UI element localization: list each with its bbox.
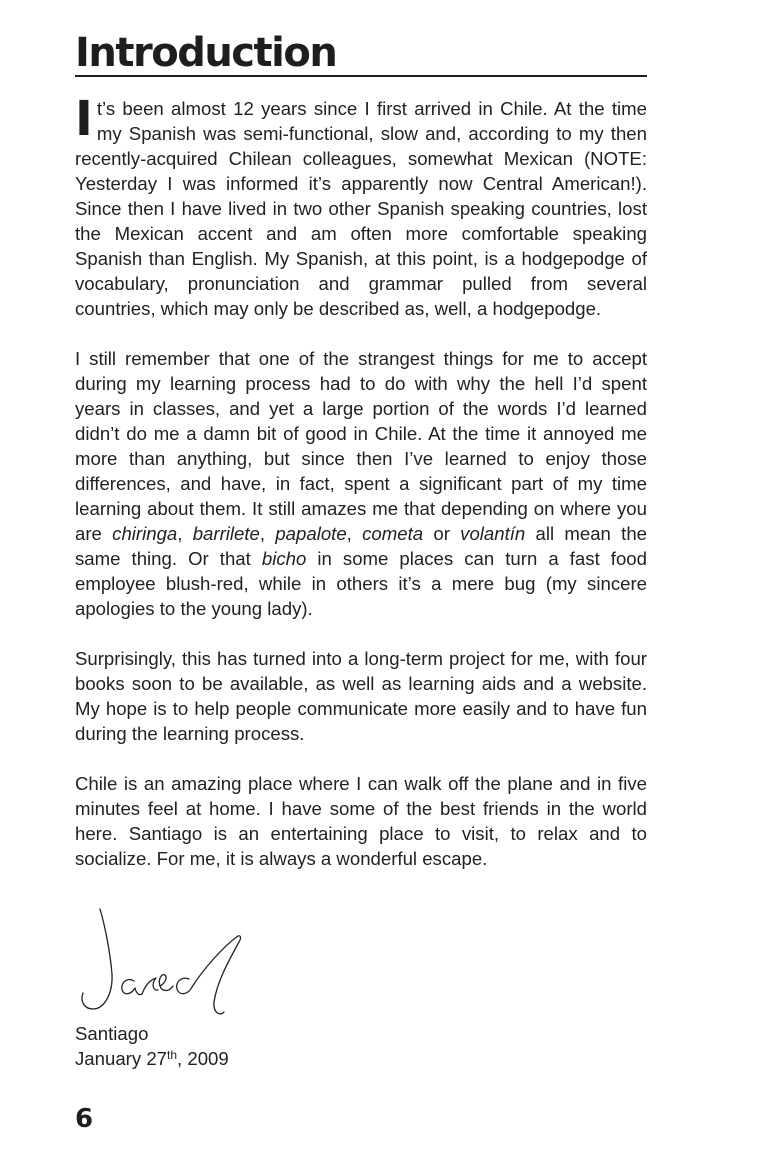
separator: , [177,523,193,544]
paragraph-2-text-3: in some places can turn a fast food employee blush-red, while in others it’s a mere bug (my sincere apologies to the young lady). [75,548,647,619]
paragraph-2-text-1: I still remember that one of the strangest things for me to accept during my learning process had to do with why the hell I’d spent years in classes, and yet a large portion of the words I’d learned didn’t do me a damn bit of good in Chile. At the time it annoyed me more than anything, but since then I’ve learned to enjoy those differences, and have, in fact, spent a significant part of my time learning about them. It still amazes me that depending on where you are [75,348,647,544]
date-year: , 2009 [177,1048,229,1069]
word-bicho: bicho [261,548,307,569]
separator: or [423,523,461,544]
signature-place: Santiago [75,1023,149,1044]
signature-image [78,906,248,1021]
word-cometa: cometa [362,523,424,544]
page-title: Introduction [75,30,337,76]
paragraph-2 [75,346,647,621]
date-suffix: th [167,1048,178,1062]
drop-cap: I [75,91,93,147]
page-number: 6 [75,1104,94,1134]
separator: , [259,523,276,544]
word-chiringa: chiringa [112,523,178,544]
date-month-day: January 27 [75,1048,167,1069]
signature-date [75,1046,229,1071]
body-text [75,91,647,896]
paragraph-4: Chile is an amazing place where I can walk off the plane and in five minutes feel at home. I have some of the best friends in the world here. Santiago is an entertaining place to visit, to relax and to socialize. For me, it is always a wonderful escape. [75,773,647,869]
paragraph-3: Surprisingly, this has turned into a long-term project for me, with four books soon to be available, as well as learning aids and a website. My hope is to help people communicate more easily and to have fun during the learning process. [75,648,647,744]
paragraph-1 [75,91,647,321]
separator: , [346,523,363,544]
word-barrilete: barrilete [192,523,260,544]
title-underline [75,75,647,77]
paragraph-1-text: t’s been almost 12 years since I first arrived in Chile. At the time my Spanish was semi-functional, slow and, according to my then recently-acquired Chilean colleagues, somewhat Mexican (NOTE: Yesterday I was informed it’s apparently now Central American!). Since then I have lived in two other Spanish speaking countries, lost the Mexican accent and am often more comfortable speaking Spanish than English. My Spanish, at this point, is a hodgepodge of vocabulary, pronunciation and grammar pulled from several countries, which may only be described as, well, a hodgepodge. [75,98,647,319]
word-volantin: volantín [460,523,526,544]
word-papalote: papalote [275,523,347,544]
paragraph-2-text-2: all mean the same thing. Or that [75,523,647,569]
